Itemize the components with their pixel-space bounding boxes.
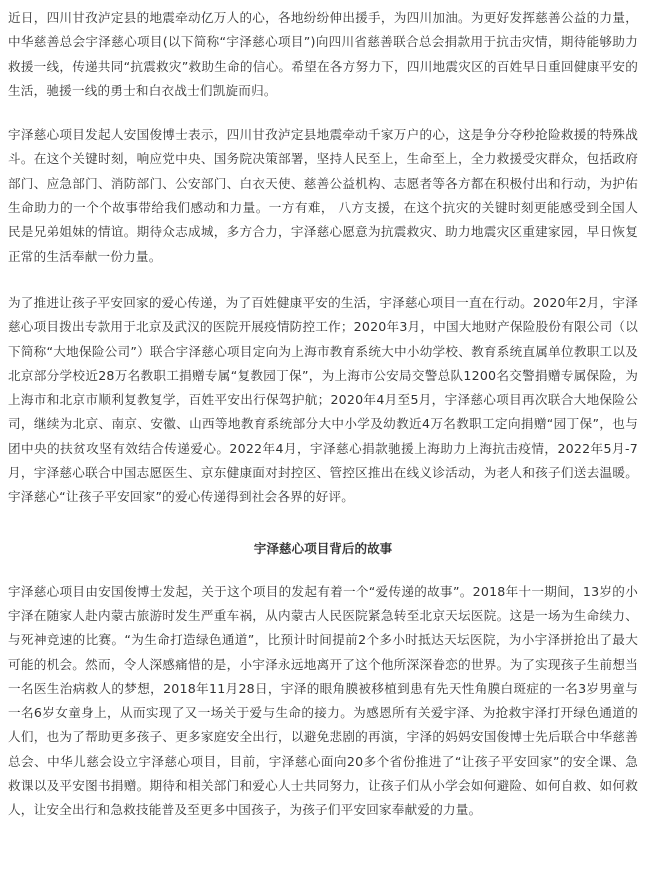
paragraph-founder-statement: 宇泽慈心项目发起人安国俊博士表示，四川甘孜泸定县地震牵动千家万户的心，这是争分夺秒抢险救援的特殊战斗。在这个关键时刻，响应党中央、国务院决策部署，坚持人民至上，生命至上，全力救援受灾群众，包括政府部门、应急部门、消防部门、公安部门、白衣天使、慈善公益机构、志愿者等各方都在积极付出和行动，为护佑生命助力的一个个故事带给我们感动和力量。一方有难， 八方支援，在这个抗灾的关键时刻更能感受到全国人民是兄弟姐妹的情谊。期待众志成城，多方合力，宇泽慈心愿意为抗震救灾、助力地震灾区重建家园，早日恢复正常的生活奉献一份力量。	[8, 127, 638, 264]
paragraph-project-story: 宇泽慈心项目由安国俊博士发起，关于这个项目的发起有着一个“爱传递的故事”。2018年十一期间，13岁的小宇泽在随家人赴内蒙古旅游时发生严重车祸，从内蒙古人民医院紧急转至北京天坛医院。这是一场为生命续力、与死神竞速的比赛。“为生命打造绿色通道”，比预计时间提前2个多小时抵达天坛医院，为小宇泽拼抢出了最大可能的机会。然而，令人深感痛惜的是，小宇泽永远地离开了这个他所深深眷恋的世界。为了实现孩子生前想当一名医生治病救人的梦想，2018年11月28日，宇泽的眼角膜被移植到患有先天性角膜白斑症的一名3岁男童与一名6岁女童身上，从而实现了又一场关于爱与生命的接力。为感恩所有关爱宇泽、为抢救宇泽打开绿色通道的人们，也为了帮助更多孩子、更多家庭安全出行，以避免悲剧的再演，宇泽的妈妈安国俊博士先后联合中华慈善总会、中华儿慈会设立宇泽慈心项目，目前，宇泽慈心面向20多个省份推进了“让孩子平安回家”的安全课、急救课以及平安图书捐赠。期待和相关部门和爱心人士共同努力，让孩子们从小学会如何避险、如何自救、如何救人，让安全出行和急救技能普及至更多中国孩子，为孩子们平安回家奉献爱的力量。	[8, 583, 638, 818]
paragraph-project-actions: 为了推进让孩子平安回家的爱心传递，为了百姓健康平安的生活，宇泽慈心项目一直在行动。2020年2月，宇泽慈心项目拨出专款用于北京及武汉的医院开展疫情防控工作；2020年3月，中国大地财产保险股份有限公司（以下简称“大地保险公司”）联合宇泽慈心项目定向为上海市教育系统大中小幼学校、教育系统直属单位教职工以及北京部分学校近28万名教职工捐赠专属“复教园丁保”，为上海市公安局交警总队1200名交警捐赠专属保险，为上海市和北京市顺利复教复学，百姓平安出行保驾护航；2020年4月至5月，宇泽慈心项目再次联合大地保险公司，继续为北京、南京、安徽、山西等地教育系统部分大中小学及幼教近4万名教职工定向捐赠“园丁保”，也与团中央的扶贫攻坚有效结合传递爱心。2022年4月，宇泽慈心捐款驰援上海助力上海抗击疫情，2022年5月-7月，宇泽慈心联合中国志愿医生、京东健康面对封控区、管控区推出在线义诊活动，为老人和孩子们送去温暖。宇泽慈心“让孩子平安回家”的爱心传递得到社会各界的好评。	[8, 294, 638, 505]
section-heading: 宇泽慈心项目背后的故事	[253, 540, 393, 556]
paragraph-earthquake-donation: 近日，四川甘孜泸定县的地震牵动亿万人的心，各地纷纷伸出援手，为四川加油。为更好发挥慈善公益的力量，中华慈善总会宇泽慈心项目(以下简称“宇泽慈心项目”)向四川省慈善联合总会捐款用于抗击灾情，期待能够助力救援一线，传递共同“抗震救灾”救助生命的信心。希望在各方努力下，四川地震灾区的百姓早日重回健康平安的生活，驰援一线的勇士和白衣战士们凯旋而归。	[8, 10, 638, 98]
